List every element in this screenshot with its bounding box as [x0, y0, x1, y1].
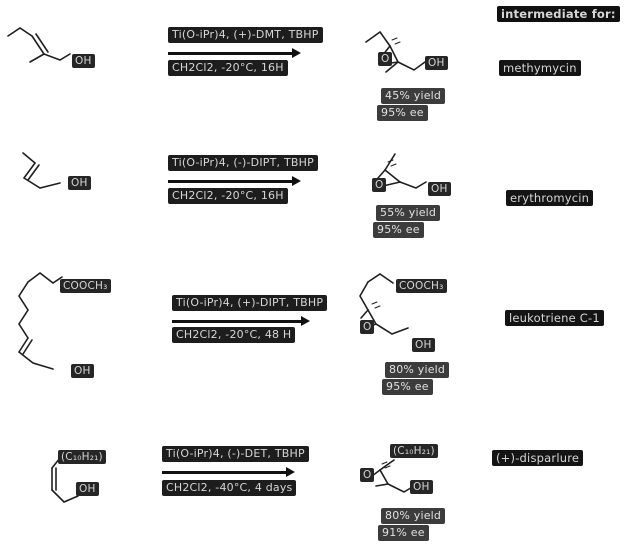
ee-text-4: 91% ee: [378, 525, 429, 541]
product-oh-label-4: OH: [410, 480, 433, 494]
product-structure-2: [362, 148, 467, 206]
reaction-arrow-3: [172, 320, 302, 323]
yield-text-4: 80% yield: [381, 508, 445, 524]
substrate-oh-label-4: OH: [76, 482, 99, 496]
ee-text-3: 95% ee: [382, 379, 433, 395]
header-label: intermediate for:: [497, 6, 620, 22]
yield-text-3: 80% yield: [385, 362, 449, 378]
product-oh-label-1: OH: [425, 56, 448, 70]
target-name-4: (+)-disparlure: [492, 450, 583, 466]
substrate-structure-2: [8, 143, 108, 195]
conditions-text-3: CH2Cl2, -20°C, 48 H: [172, 327, 295, 343]
target-name-2: erythromycin: [506, 190, 593, 206]
yield-text-2: 55% yield: [376, 205, 440, 221]
substrate-oh-label-1: OH: [72, 54, 95, 68]
ee-text-1: 95% ee: [377, 105, 428, 121]
reagents-text-2: Ti(O-iPr)4, (-)-DIPT, TBHP: [168, 155, 318, 171]
reaction-arrow-1: [168, 52, 293, 55]
conditions-text-4: CH2Cl2, -40°C, 4 days: [162, 480, 296, 496]
epoxide-o-label-2: O: [372, 178, 386, 192]
conditions-text-1: CH2Cl2, -20°C, 16H: [168, 60, 288, 76]
product-oh-label-3: OH: [412, 338, 435, 352]
product-chain-label-4: (C₁₀H₂₁): [390, 444, 438, 458]
reagents-text-4: Ti(O-iPr)4, (-)-DET, TBHP: [162, 446, 309, 462]
product-ester-label-3: COOCH₃: [396, 279, 447, 293]
yield-text-1: 45% yield: [381, 88, 445, 104]
epoxide-o-label-4: O: [360, 468, 374, 482]
reaction-arrow-4: [162, 471, 287, 474]
reagents-text-3: Ti(O-iPr)4, (+)-DIPT, TBHP: [172, 295, 327, 311]
substrate-oh-label-3: OH: [71, 364, 94, 378]
reaction-arrow-2: [168, 180, 293, 183]
substrate-structure-1: [2, 26, 114, 82]
reagents-text-1: Ti(O-iPr)4, (+)-DMT, TBHP: [168, 27, 323, 43]
substrate-ester-label-3: COOCH₃: [60, 279, 111, 293]
target-name-3: leukotriene C-1: [505, 310, 604, 326]
epoxide-o-label-3: O: [360, 320, 374, 334]
substrate-chain-label-4: (C₁₀H₂₁): [58, 450, 106, 464]
epoxide-o-label-1: O: [378, 52, 392, 66]
conditions-text-2: CH2Cl2, -20°C, 16H: [168, 188, 288, 204]
substrate-oh-label-2: OH: [68, 176, 91, 190]
product-oh-label-2: OH: [428, 182, 451, 196]
target-name-1: methymycin: [499, 60, 581, 76]
ee-text-2: 95% ee: [373, 222, 424, 238]
